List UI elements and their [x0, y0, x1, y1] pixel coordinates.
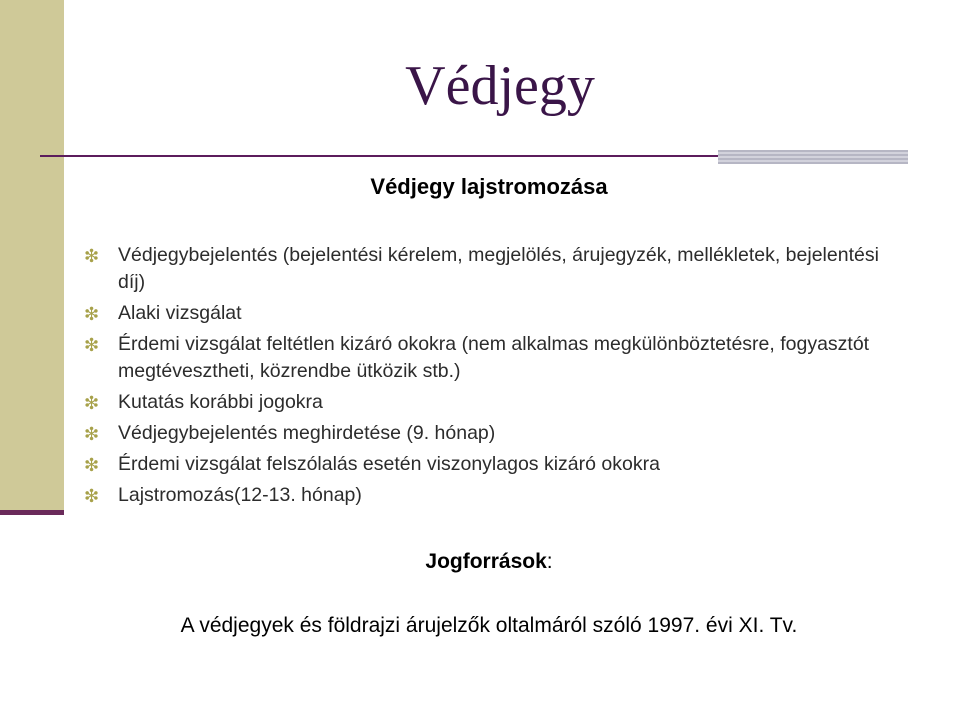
slide-title: Védjegy: [405, 55, 595, 117]
bullet-item: [84, 300, 904, 327]
sources-colon: :: [546, 550, 553, 573]
side-decoration-band: [0, 0, 64, 512]
four-pointed-star-icon: ❇: [84, 304, 100, 324]
bullet-text: Kutatás korábbi jogokra: [118, 391, 323, 413]
bullet-item: [84, 331, 904, 385]
four-pointed-star-icon: ❇: [84, 246, 100, 266]
bullet-item: [84, 482, 904, 509]
sources-text: A védjegyek és földrajzi árujelzők oltalmáról szóló 1997. évi XI. Tv.: [180, 614, 798, 637]
bullet-text: Védjegybejelentés meghirdetése (9. hónap): [118, 422, 496, 444]
four-pointed-star-icon: ❇: [84, 455, 100, 475]
four-pointed-star-icon: ❇: [84, 424, 100, 444]
bullet-text: Lajstromozás(12-13. hónap): [118, 484, 362, 506]
sources-label: Jogforrások: [425, 550, 547, 573]
bullet-text: Érdemi vizsgálat felszólalás esetén viszonylagos kizáró okokra: [118, 453, 660, 475]
title-divider-accent: [718, 150, 908, 164]
four-pointed-star-icon: ❇: [84, 335, 100, 355]
sources-heading: [64, 550, 914, 574]
bullet-text: Érdemi vizsgálat feltétlen kizáró okokra (nem alkalmas megkülönböztetésre, fogyasztót megtévesztheti, közrendbe ütközik stb.): [118, 333, 870, 382]
bullet-item: [84, 242, 904, 296]
four-pointed-star-icon: ❇: [84, 486, 100, 506]
side-decoration-band-edge: [0, 510, 64, 515]
bullet-item: [84, 451, 904, 478]
bullet-item: [84, 389, 904, 416]
bullet-text: Védjegybejelentés (bejelentési kérelem, megjelölés, árujegyzék, mellékletek, bejelentési díj): [118, 244, 879, 293]
bullet-text: Alaki vizsgálat: [118, 302, 242, 324]
four-pointed-star-icon: ❇: [84, 393, 100, 413]
slide-subtitle: Védjegy lajstromozása: [370, 174, 608, 199]
bullet-list: [84, 242, 904, 513]
bullet-item: [84, 420, 904, 447]
